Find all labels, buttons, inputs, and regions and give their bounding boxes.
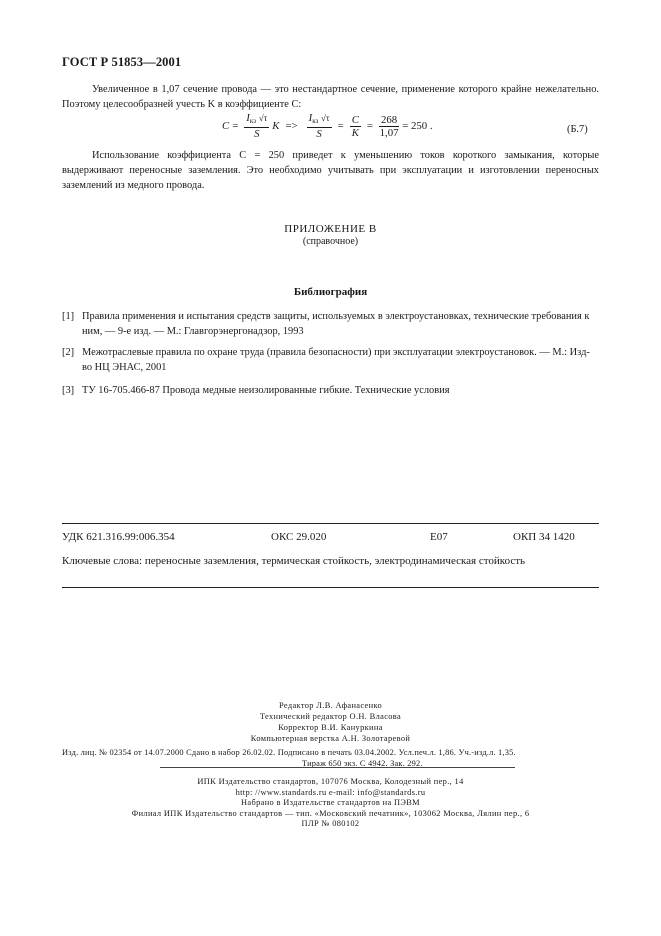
standard-code-header: ГОСТ Р 51853—2001 xyxy=(62,55,182,69)
divider-imprint xyxy=(160,767,515,768)
divider-top xyxy=(62,523,599,524)
formula-sqrt-2: √τ xyxy=(321,113,330,123)
formula-subscript-2: кз xyxy=(312,117,319,125)
imprint-corrector: Корректор В.И. Кануркина xyxy=(278,723,383,732)
formula-arrow: => xyxy=(285,120,298,132)
bibliography-title: Библиография xyxy=(293,286,368,298)
formula-denominator-value: 1,07 xyxy=(379,126,399,139)
oks-code: ОКС 29.020 xyxy=(271,531,327,543)
formula-section-2: S xyxy=(316,128,322,140)
formula-b7 xyxy=(222,112,433,140)
keywords-line: Ключевые слова: переносные заземления, термическая стойкость, электродинамическая стойкость xyxy=(62,555,526,567)
reference-number: [3] xyxy=(62,385,75,396)
paragraph-section-size: Увеличенное в 1,07 сечение провода — это нестандартное сечение, применение которого крайне нежелательно. Поэтому целесообразней учесть K в коэффициенте C: xyxy=(62,84,599,110)
okp-code: ОКП 34 1420 xyxy=(513,531,575,543)
udk-code: УДК 621.316.99:006.354 xyxy=(62,531,175,543)
imprint-tech-editor: Технический редактор О.Н. Власова xyxy=(259,712,402,721)
formula-k: K xyxy=(272,120,280,132)
reference-item xyxy=(62,345,599,375)
publisher-contacts: http: //www.standards.ru e-mail: info@standards.ru xyxy=(235,788,426,797)
imprint-print-run: Тираж 650 экз. С 4942. Зак. 292. xyxy=(302,759,423,768)
formula-current-2: I xyxy=(308,112,313,124)
reference-text: Правила применения и испытания средств защиты, используемых в электроустановках, технические требования к ним, — 9-е изд. — М.: Главгорэнергонадзор, 1993 xyxy=(82,311,590,337)
formula-fraction-4 xyxy=(379,114,399,139)
publisher-branch: Филиал ИПК Издательство стандартов — тип. «Московский печатник», 103062 Москва, Лялин пер., 6 xyxy=(131,809,530,818)
appendix-title: ПРИЛОЖЕНИЕ В xyxy=(284,223,377,235)
reference-text: ТУ 16-705.466-87 Провода медные неизолированные гибкие. Технические условия xyxy=(82,385,450,396)
publisher-address: ИПК Издательство стандартов, 107076 Москва, Колодезный пер., 14 xyxy=(197,777,464,786)
reference-item xyxy=(62,383,599,398)
formula-c-num: C xyxy=(351,113,359,126)
formula-subscript: кз xyxy=(249,117,256,125)
formula-sqrt: √τ xyxy=(258,113,268,123)
imprint-publication-details: Изд. лиц. № 02354 от 14.07.2000 Сдано в набор 26.02.02. Подписано в печать 03.04.2002. Усл.печ.л. 1,86. Уч.-изд.л. 1,35. xyxy=(62,748,516,757)
formula-section: S xyxy=(254,128,260,140)
e07-code: Е07 xyxy=(430,531,448,543)
reference-number: [2] xyxy=(62,347,75,358)
formula-fraction-3 xyxy=(350,114,361,139)
formula-number: (Б.7) xyxy=(567,124,588,135)
formula-c: C xyxy=(222,120,230,132)
formula-result: = 250 . xyxy=(402,120,433,132)
imprint-layout: Компьютерная верстка А.Н. Золотаревой xyxy=(250,734,411,743)
formula-k-den: K xyxy=(351,126,359,139)
formula-numerator-value: 268 xyxy=(380,113,398,126)
divider-bottom xyxy=(62,587,599,588)
formula-equals: = xyxy=(232,120,239,132)
publisher-typeset: Набрано в Издательстве стандартов на ПЭВМ xyxy=(241,798,420,807)
formula-fraction-2 xyxy=(307,112,332,140)
reference-number: [1] xyxy=(62,311,75,322)
paragraph-coefficient-usage: Использование коэффициента C = 250 приведет к уменьшению токов короткого замыкания, которые выдерживают переносные заземления. Это необходимо учитывать при эксплуатации и изготовлении переносных заземлений из медного провода. xyxy=(62,150,599,191)
imprint-editor: Редактор Л.В. Афанасенко xyxy=(279,701,382,710)
formula-equals-2: = xyxy=(337,120,344,132)
formula-fraction-1 xyxy=(244,112,269,140)
publisher-license: ПЛР № 080102 xyxy=(301,819,360,828)
formula-current: I xyxy=(246,112,250,124)
formula-equals-3: = xyxy=(366,120,373,132)
appendix-subtitle: (справочное) xyxy=(302,236,359,247)
reference-item xyxy=(62,309,599,339)
reference-text: Межотраслевые правила по охране труда (правила безопасности) при эксплуатации электроустановок. — М.: Изд-во НЦ ЭНАС, 2001 xyxy=(82,347,590,373)
